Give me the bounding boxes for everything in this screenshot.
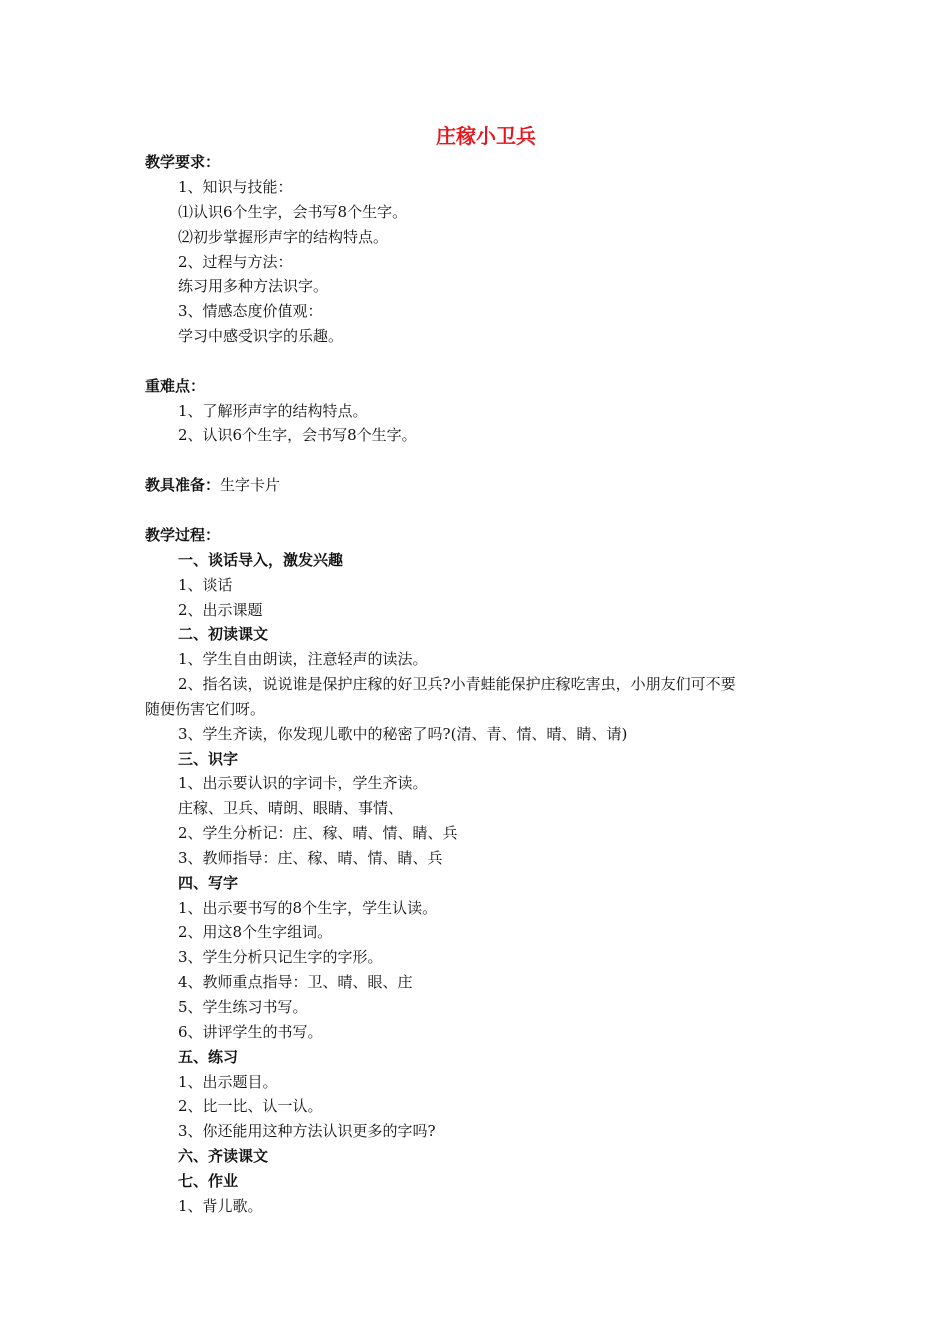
process-item-continuation: 随便伤害它们呀。 — [145, 700, 266, 718]
process-item: 3、学生分析只记生字的字形。 — [178, 948, 383, 966]
goal-item: 学习中感受识字的乐趣。 — [178, 327, 344, 345]
section-heading: 四、写字 — [178, 874, 239, 892]
goal-item: 1、知识与技能： — [178, 178, 293, 196]
process-item: 1、出示题目。 — [178, 1073, 278, 1091]
materials-heading: 教具准备： — [145, 476, 221, 494]
key-points-heading: 重难点： — [145, 377, 206, 395]
process-item: 1、出示要认识的字词卡，学生齐读。 — [178, 774, 428, 792]
goals-heading: 教学要求： — [145, 153, 221, 171]
section-heading: 五、练习 — [178, 1048, 239, 1066]
process-item: 3、你还能用这种方法认识更多的字吗? — [178, 1122, 436, 1140]
goal-item: 2、过程与方法： — [178, 253, 293, 271]
goal-item: 3、情感态度价值观： — [178, 302, 323, 320]
goal-item: ⑴认识6个生字，会书写8个生字。 — [178, 203, 408, 221]
process-item: 5、学生练习书写。 — [178, 998, 308, 1016]
section-heading: 三、识字 — [178, 750, 239, 768]
materials-line — [145, 474, 825, 496]
process-item: 2、比一比、认一认。 — [178, 1097, 323, 1115]
process-item: 2、用这8个生字组词。 — [178, 923, 333, 941]
process-item: 2、学生分析记：庄、稼、晴、情、睛、兵 — [178, 824, 458, 842]
process-item: 1、背儿歌。 — [178, 1197, 263, 1215]
key-point-item: 1、了解形声字的结构特点。 — [178, 402, 368, 420]
process-heading: 教学过程： — [145, 526, 221, 544]
process-item: 4、教师重点指导：卫、晴、眼、庄 — [178, 973, 413, 991]
process-item: 3、学生齐读，你发现儿歌中的秘密了吗?(清、青、情、晴、睛、请) — [178, 725, 628, 743]
process-item: 6、讲评学生的书写。 — [178, 1023, 323, 1041]
section-heading: 六、齐读课文 — [178, 1147, 269, 1165]
process-item: 2、出示课题 — [178, 601, 263, 619]
process-item: 2、指名读，说说谁是保护庄稼的好卫兵?小青蛙能保护庄稼吃害虫，小朋友们可不要 — [178, 675, 736, 693]
goal-item: 练习用多种方法识字。 — [178, 277, 329, 295]
document-title: 庄稼小卫兵 — [436, 124, 536, 148]
process-item: 庄稼、卫兵、晴朗、眼睛、事情、 — [178, 799, 404, 817]
section-heading: 七、作业 — [178, 1172, 239, 1190]
goal-item: ⑵初步掌握形声字的结构特点。 — [178, 228, 389, 246]
materials-value: 生字卡片 — [220, 476, 281, 494]
process-item: 1、谈话 — [178, 576, 233, 594]
process-item: 1、学生自由朗读，注意轻声的读法。 — [178, 650, 428, 668]
process-item: 3、教师指导：庄、稼、晴、情、睛、兵 — [178, 849, 443, 867]
section-heading: 一、谈话导入，激发兴趣 — [178, 551, 344, 569]
section-heading: 二、初读课文 — [178, 625, 269, 643]
key-point-item: 2、认识6个生字，会书写8个生字。 — [178, 426, 417, 444]
process-item: 1、出示要书写的8个生字，学生认读。 — [178, 899, 438, 917]
